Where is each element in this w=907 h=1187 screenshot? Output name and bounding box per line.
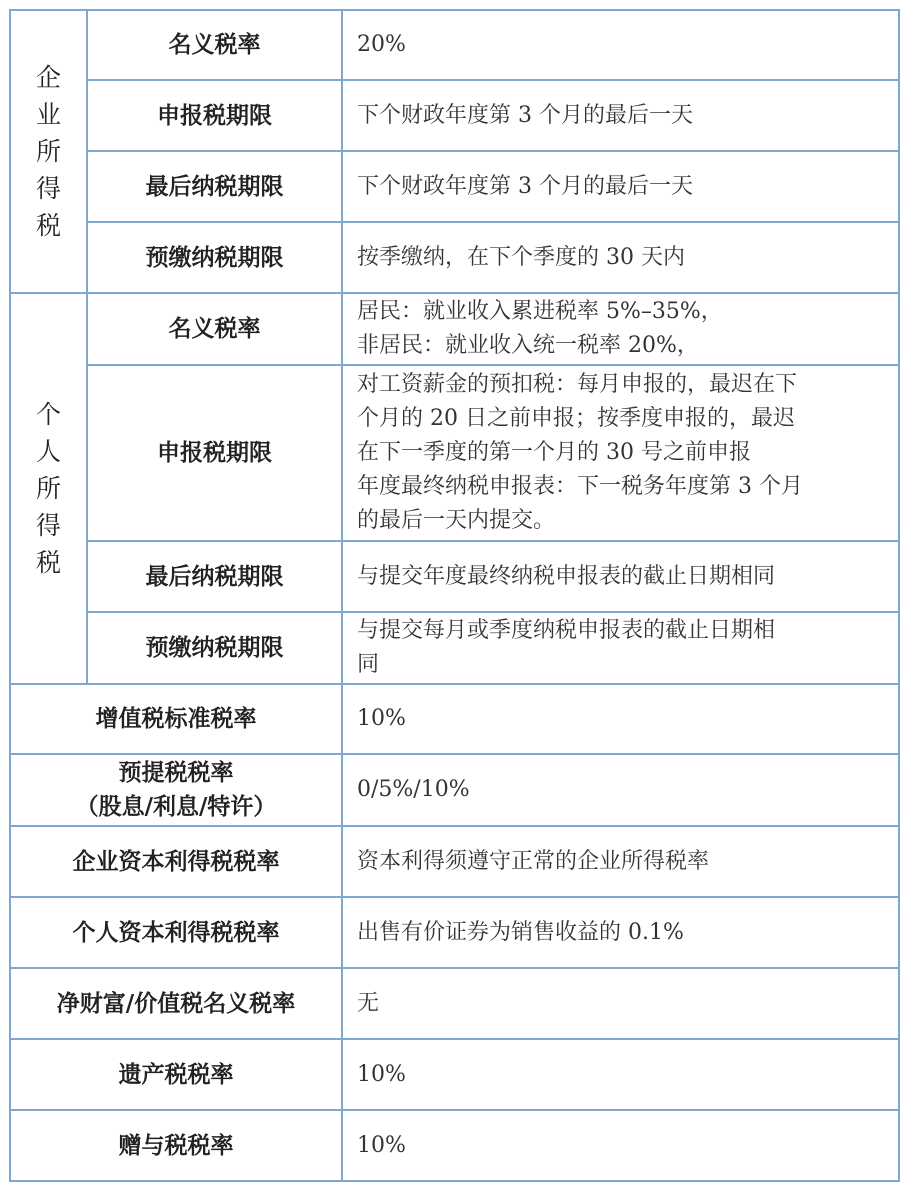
- table-row: [10, 1110, 899, 1181]
- value-line: 年度最终纳税申报表：下一税务年度第 3 个月: [357, 474, 803, 499]
- row-value: 无: [342, 968, 899, 1039]
- row-label: 增值税标准税率: [10, 684, 342, 754]
- table-row: [10, 684, 899, 754]
- row-label: 预缴纳税期限: [87, 222, 342, 293]
- row-label: 名义税率: [87, 293, 342, 365]
- group-label-char: 企业所得税: [36, 63, 62, 240]
- table-row: [10, 541, 899, 612]
- group-label-personal-tax: [10, 293, 87, 684]
- value-line: 对工资薪金的预扣税：每月申报的，最迟在下: [357, 372, 798, 397]
- value-line: 个月的 20 日之前申报；按季度申报的，最迟: [357, 406, 795, 431]
- group-label-corporate-tax: [10, 10, 87, 293]
- row-value: [342, 612, 899, 684]
- row-value: 下个财政年度第 3 个月的最后一天: [342, 80, 899, 151]
- row-value: 10%: [342, 1039, 899, 1110]
- row-label: 净财富/价值税名义税率: [10, 968, 342, 1039]
- row-value: 与提交年度最终纳税申报表的截止日期相同: [342, 541, 899, 612]
- value-line: 居民：就业收入累进税率 5%–35%，: [357, 299, 723, 324]
- table-row: [10, 293, 899, 365]
- value-line: 同: [357, 652, 380, 677]
- row-value: 0/5%/10%: [342, 754, 899, 826]
- table-row: [10, 754, 899, 826]
- row-value: [342, 365, 899, 541]
- value-line: 非居民：就业收入统一税率 20%，: [357, 333, 699, 358]
- row-label: 最后纳税期限: [87, 541, 342, 612]
- value-line: 的最后一天内提交。: [357, 508, 556, 533]
- table-row: [10, 365, 899, 541]
- row-label: 申报税期限: [87, 365, 342, 541]
- row-value: 按季缴纳，在下个季度的 30 天内: [342, 222, 899, 293]
- row-label: [10, 754, 342, 826]
- table-row: [10, 612, 899, 684]
- table-row: [10, 80, 899, 151]
- tax-summary-table: [9, 9, 900, 1182]
- row-value: 20%: [342, 10, 899, 80]
- row-value: 10%: [342, 1110, 899, 1181]
- row-value: 10%: [342, 684, 899, 754]
- row-label: 个人资本利得税税率: [10, 897, 342, 968]
- row-label: 企业资本利得税税率: [10, 826, 342, 897]
- row-label: 名义税率: [87, 10, 342, 80]
- row-label: 预缴纳税期限: [87, 612, 342, 684]
- label-line: 预提税税率: [118, 760, 234, 786]
- row-value: 资本利得须遵守正常的企业所得税率: [342, 826, 899, 897]
- row-value: 下个财政年度第 3 个月的最后一天: [342, 151, 899, 222]
- table-row: [10, 222, 899, 293]
- row-label: 赠与税税率: [10, 1110, 342, 1181]
- row-label: 最后纳税期限: [87, 151, 342, 222]
- value-line: 在下一季度的第一个月的 30 号之前申报: [357, 440, 751, 465]
- value-line: 与提交每月或季度纳税申报表的截止日期相: [357, 618, 776, 643]
- row-label: 申报税期限: [87, 80, 342, 151]
- table-row: [10, 10, 899, 80]
- table-row: [10, 1039, 899, 1110]
- table-row: [10, 968, 899, 1039]
- row-value: [342, 293, 899, 365]
- label-line: （股息/利息/特许）: [75, 794, 277, 820]
- table-row: [10, 897, 899, 968]
- row-value: 出售有价证券为销售收益的 0.1%: [342, 897, 899, 968]
- group-label-char: 个人所得税: [36, 400, 62, 577]
- row-label: 遗产税税率: [10, 1039, 342, 1110]
- table-row: [10, 826, 899, 897]
- table-row: [10, 151, 899, 222]
